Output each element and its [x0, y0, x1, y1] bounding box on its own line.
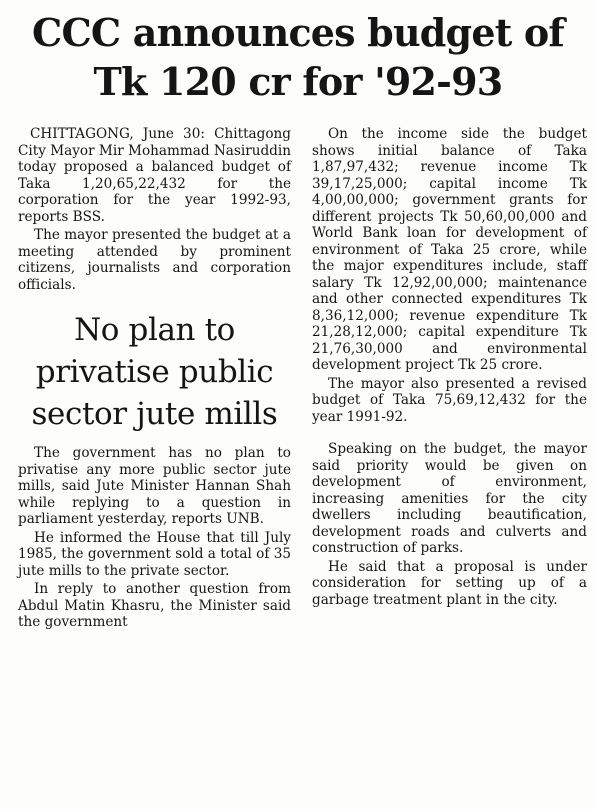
paragraph-gap — [312, 427, 587, 441]
article-paragraph: Speaking on the budget, the mayor said priority would be given on development of environment, increasing amenities for the city dwellers including beautification, development roads and culverts and construction of parks. — [312, 441, 587, 556]
article-paragraph: On the income side the budget shows initial balance of Taka 1,87,97,432; revenue income Tk 39,17,25,000; capital income Tk 4,00,00,000; government grants for different projects Tk 50,60,00,000 and World Bank loan for development of environment of Taka 25 crore, while the major expenditures include, staff salary Tk 12,92,00,000; maintenance and other connected expenditures Tk 8,36,12,000; revenue expenditure Tk 21,28,12,000; capital expenditure Tk 21,76,30,000 and environmental development project Tk 25 crore. — [312, 126, 587, 373]
article-paragraph: The mayor also presented a revised budget of Taka 75,69,12,432 for the year 1991-92. — [312, 375, 587, 425]
left-column — [18, 126, 291, 633]
sub-article-paragraph: In reply to another question from Abdul Matin Khasru, the Minister said the government — [18, 581, 291, 630]
sub-article-paragraph: He informed the House that till July 1985, the government sold a total of 35 jute mills to the private sector. — [18, 529, 291, 579]
article-headline: CCC announces budget of Tk 120 cr for '92-93 — [32, 10, 564, 104]
right-column — [312, 126, 587, 610]
article-paragraph: CHITTAGONG, June 30: Chittagong City Mayor Mir Mohammad Nasiruddin today proposed a balanced budget of Taka 1,20,65,22,432 for the corporation for the year 1992-93, reports BSS. — [18, 126, 291, 225]
article-paragraph: The mayor presented the budget at a meeting attended by prominent citizens, journalists and corporation officials. — [18, 227, 291, 293]
article-paragraph: He said that a proposal is under consideration for setting up of a garbage treatment plant in the city. — [312, 558, 587, 608]
sub-article-paragraph: The government has no plan to privatise any more public sector jute mills, said Jute Minister Hannan Shah while replying to a question in parliament yesterday, reports UNB. — [18, 445, 291, 527]
sub-article-headline: No plan to privatise public sector jute mills — [31, 312, 278, 432]
